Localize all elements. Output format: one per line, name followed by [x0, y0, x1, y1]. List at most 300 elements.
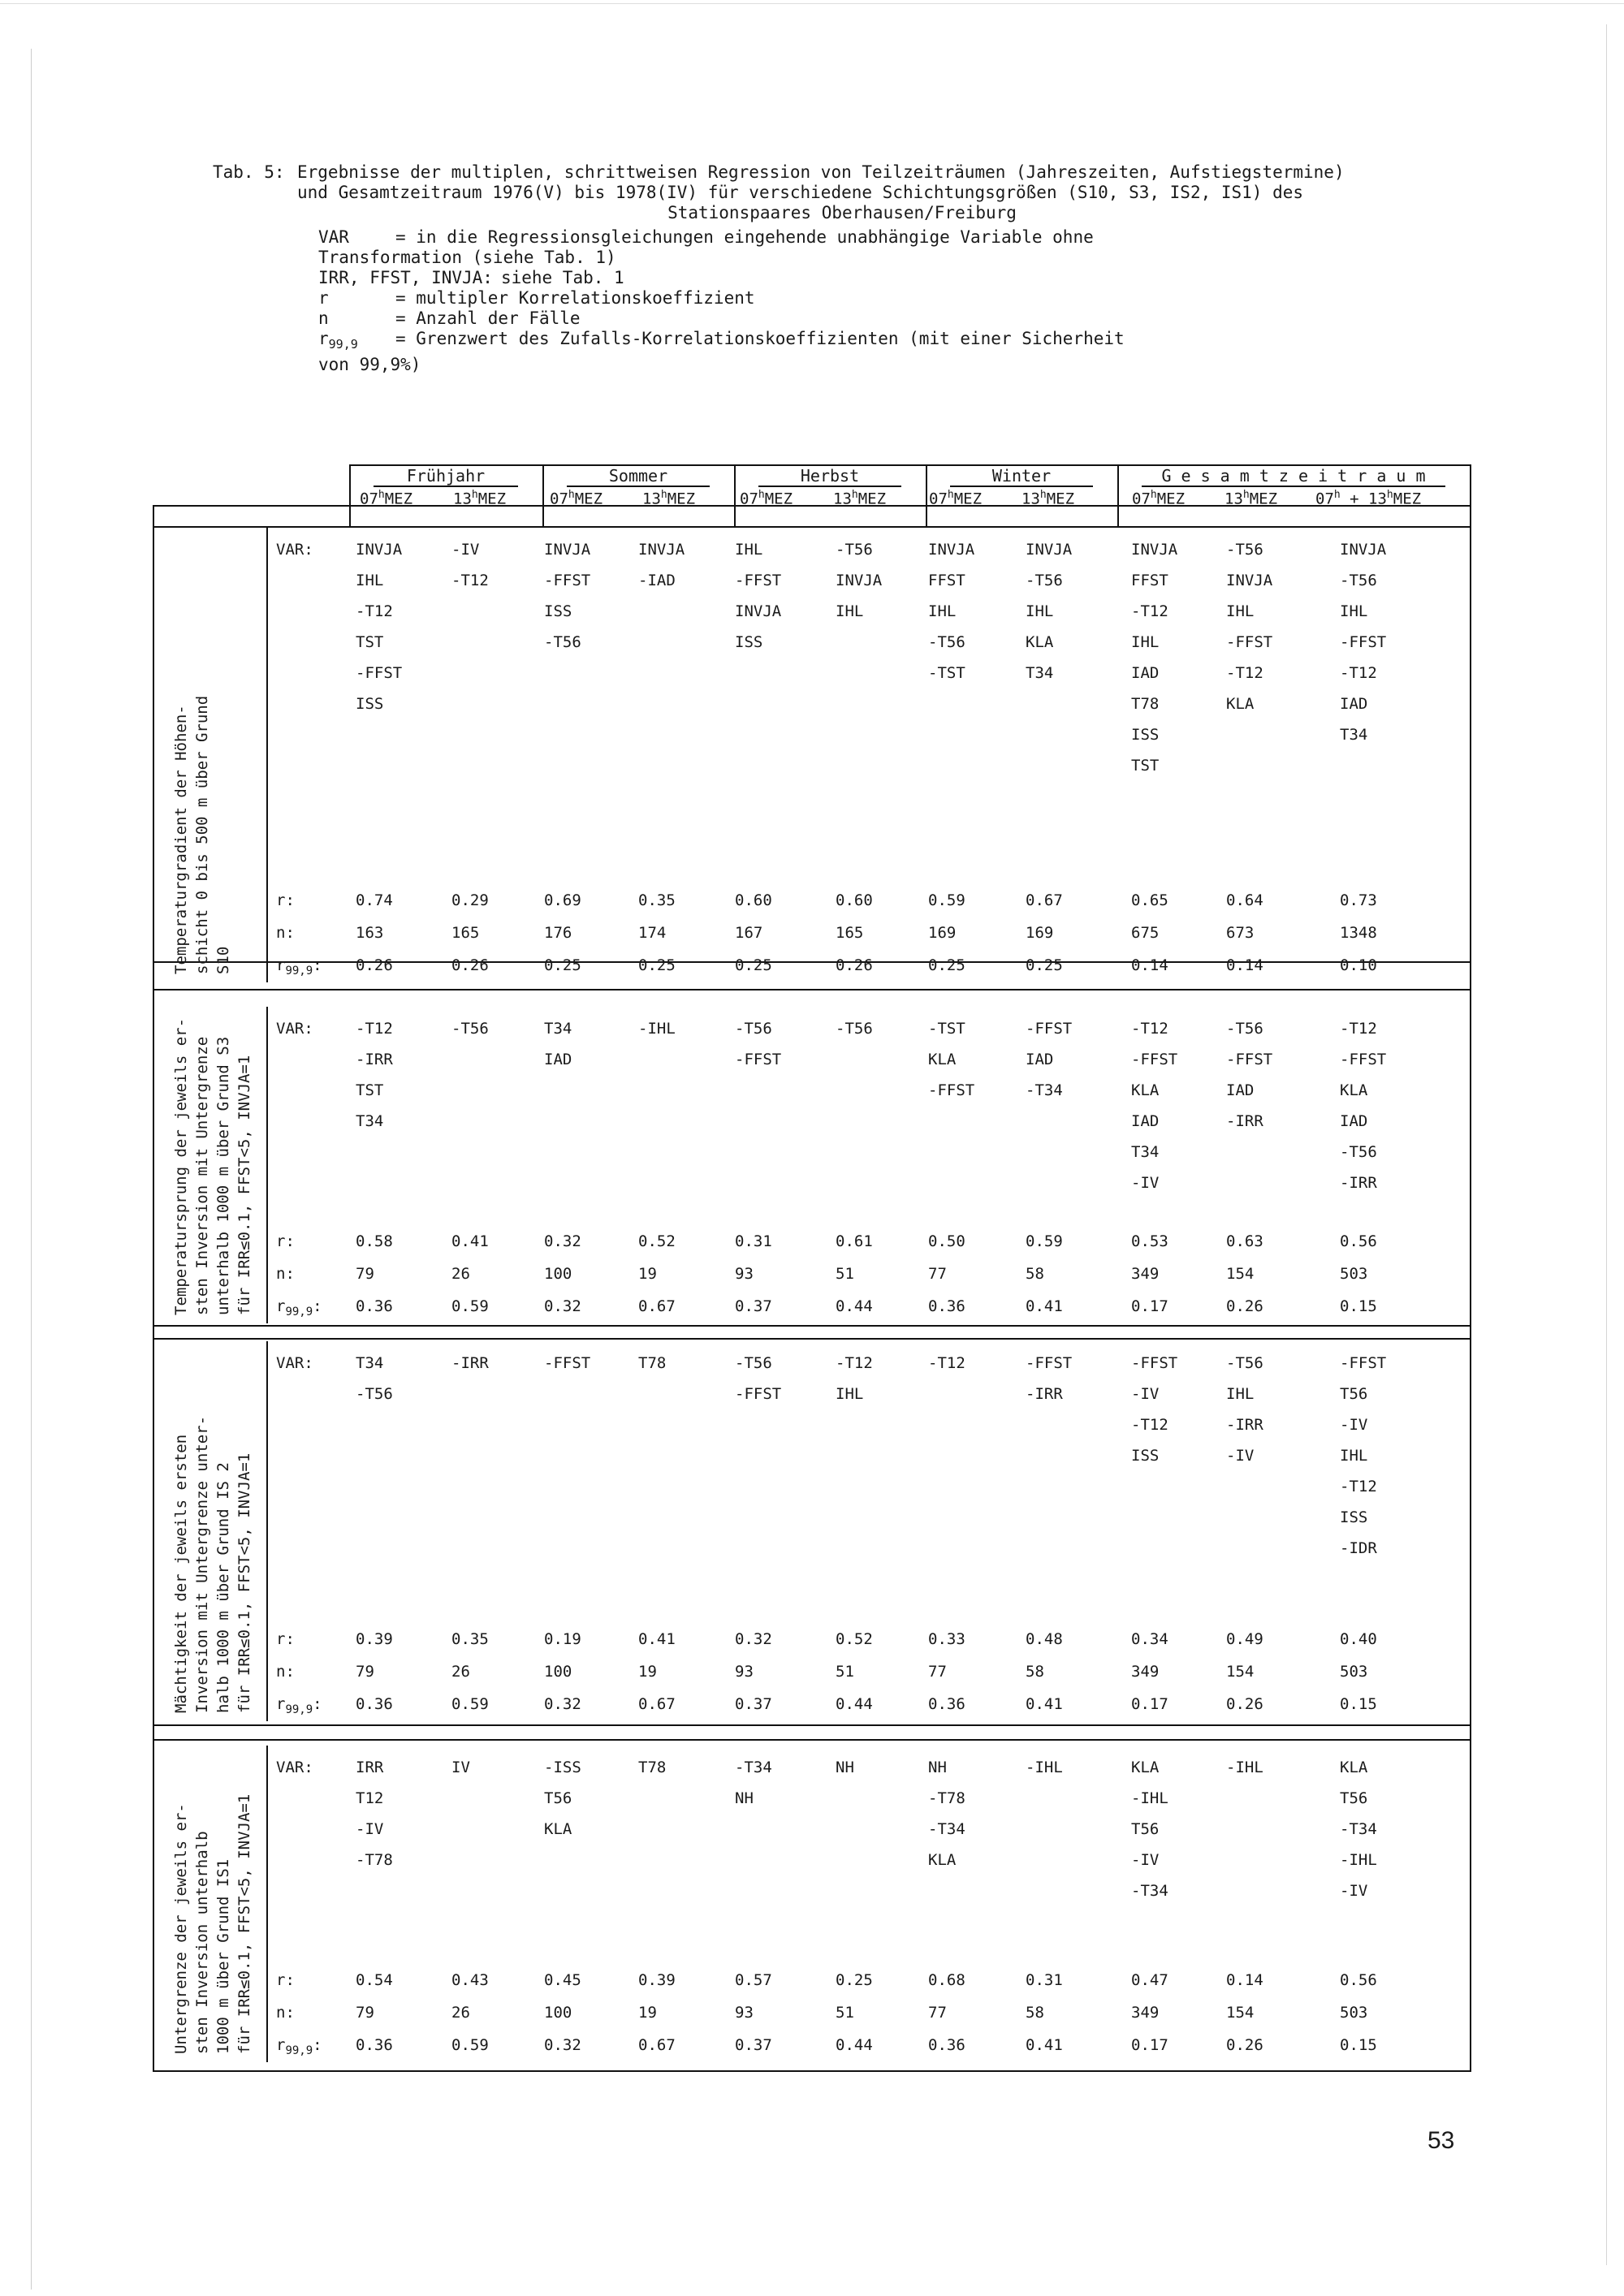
stat-cell-n: 349	[1131, 1663, 1160, 1681]
variable-cell: -FFST	[1131, 1051, 1178, 1068]
variable-cell: -IRR	[1226, 1416, 1263, 1434]
variable-cell: -FFST	[1226, 1051, 1273, 1068]
variable-cell: T56	[1340, 1789, 1368, 1807]
season-header: G e s a m t z e i t r a u m	[1142, 466, 1445, 487]
stat-cell-r999: 0.44	[836, 1695, 873, 1713]
variable-cell: IAD	[1026, 1051, 1054, 1068]
stat-cell-r: 0.39	[356, 1630, 393, 1648]
stat-cell-r999: 0.37	[735, 1297, 772, 1315]
stat-cell-r: 0.74	[356, 891, 393, 909]
variable-cell: T78	[638, 1759, 667, 1776]
section-title	[171, 1794, 255, 2054]
stat-cell-n: 58	[1026, 1265, 1044, 1283]
stat-cell-r999: 0.36	[928, 1695, 965, 1713]
stat-cell-r: 0.61	[836, 1232, 873, 1250]
section-separator	[153, 1325, 1470, 1327]
stat-cell-n: 19	[638, 1265, 657, 1283]
variable-cell: -IV	[451, 541, 480, 559]
stat-cell-r999: 0.26	[1226, 2036, 1263, 2054]
variable-cell: -T56	[836, 541, 873, 559]
stat-cell-r: 0.41	[451, 1232, 489, 1250]
variable-cell: NH	[928, 1759, 947, 1776]
r-label: r:	[276, 891, 295, 909]
definition-key: IRR, FFST, INVJA:	[318, 268, 493, 287]
stat-cell-r: 0.64	[1226, 891, 1263, 909]
section-title	[171, 1416, 255, 1713]
variable-cell: T34	[544, 1020, 572, 1038]
variable-cell: IAD	[544, 1051, 572, 1068]
stat-cell-n: 77	[928, 2004, 947, 2022]
label-column-divider	[266, 1341, 268, 1721]
variable-cell: INVJA	[928, 541, 975, 559]
variable-cell: -FFST	[735, 572, 782, 589]
definition-continuation: von 99,9%)	[318, 355, 421, 375]
variable-cell: -IV	[1131, 1174, 1160, 1192]
variable-cell: INVJA	[735, 602, 782, 620]
stat-cell-r999: 0.15	[1340, 1695, 1377, 1713]
stat-cell-r: 0.57	[735, 1971, 772, 1989]
definition-value: = in die Regressionsgleichungen eingehende unabhängige Variable ohne	[395, 227, 1094, 247]
stat-cell-n: 26	[451, 2004, 470, 2022]
var-label: VAR:	[276, 1020, 313, 1038]
stat-cell-r999: 0.67	[638, 2036, 676, 2054]
label-column-divider	[266, 1007, 268, 1323]
variable-cell: -FFST	[735, 1385, 782, 1403]
stat-cell-n: 165	[451, 924, 480, 942]
r999-label: $r_{99,9}$:	[276, 956, 322, 978]
stat-cell-r999: 0.32	[544, 1297, 581, 1315]
stat-cell-r999: 0.26	[836, 956, 873, 974]
stat-cell-r: 0.52	[638, 1232, 676, 1250]
table-bottom-border	[153, 2070, 1471, 2072]
scan-edge-right	[1606, 24, 1607, 2265]
section-title-line: 1000 m über Grund IS1	[214, 1858, 232, 2054]
variable-cell: -T34	[1131, 1882, 1168, 1900]
stat-cell-r999: 0.41	[1026, 2036, 1063, 2054]
variable-cell: -IRR	[1226, 1112, 1263, 1130]
r-label: r:	[276, 1630, 295, 1648]
stat-cell-r999: 0.37	[735, 1695, 772, 1713]
stat-cell-r999: 0.41	[1026, 1695, 1063, 1713]
variable-cell: KLA	[1131, 1081, 1160, 1099]
stat-cell-r999: 0.59	[451, 2036, 489, 2054]
time-subheader: 13$^h$MEZ	[1021, 489, 1075, 508]
stat-cell-r999: 0.14	[1226, 956, 1263, 974]
variable-cell: T12	[356, 1789, 384, 1807]
variable-cell: IHL	[1340, 1447, 1368, 1465]
variable-cell: -T34	[1026, 1081, 1063, 1099]
variable-cell: INVJA	[1026, 541, 1073, 559]
stat-cell-r: 0.31	[1026, 1971, 1063, 1989]
stat-cell-r999: 0.59	[451, 1695, 489, 1713]
variable-cell: -IV	[1226, 1447, 1255, 1465]
stat-cell-r999: 0.37	[735, 2036, 772, 2054]
stat-cell-n: 503	[1340, 1663, 1368, 1681]
stat-cell-r: 0.52	[836, 1630, 873, 1648]
variable-cell: -ISS	[544, 1759, 581, 1776]
stat-cell-n: 675	[1131, 924, 1160, 942]
stat-cell-n: 58	[1026, 1663, 1044, 1681]
stat-cell-n: 26	[451, 1663, 470, 1681]
variable-cell: -T56	[735, 1020, 772, 1038]
stat-cell-n: 349	[1131, 1265, 1160, 1283]
variable-cell: -TST	[928, 664, 965, 682]
stat-cell-n: 77	[928, 1265, 947, 1283]
section-title-line: für IRR≤0.1, FFST<5, INVJA=1	[235, 1055, 253, 1315]
definition-row	[318, 268, 1293, 288]
stat-cell-r: 0.69	[544, 891, 581, 909]
r999-label: $r_{99,9}$:	[276, 1695, 322, 1716]
stat-cell-r999: 0.44	[836, 1297, 873, 1315]
stat-cell-r: 0.25	[836, 1971, 873, 1989]
variable-cell: NH	[735, 1789, 754, 1807]
definition-key: VAR	[318, 227, 349, 247]
stat-cell-n: 154	[1226, 1265, 1255, 1283]
variable-cell: -IV	[356, 1820, 384, 1838]
stat-cell-r999: 0.26	[356, 956, 393, 974]
stat-cell-n: 169	[928, 924, 957, 942]
season-divider	[349, 464, 351, 528]
stat-cell-r999: 0.25	[638, 956, 676, 974]
section-separator	[153, 989, 1470, 990]
variable-cell: T78	[1131, 695, 1160, 713]
section-title	[171, 696, 234, 974]
stat-cell-n: 77	[928, 1663, 947, 1681]
stat-cell-r: 0.45	[544, 1971, 581, 1989]
season-divider	[926, 464, 927, 528]
definition-row	[318, 309, 1293, 329]
definition-continuation: Transformation (siehe Tab. 1)	[318, 248, 616, 267]
variable-cell: T56	[1131, 1820, 1160, 1838]
section-title-line: Temperaturgradient der Höhen-	[172, 705, 190, 974]
variable-cell: -T12	[1226, 664, 1263, 682]
variable-cell: ISS	[735, 633, 763, 651]
stat-cell-n: 79	[356, 1265, 374, 1283]
stat-cell-r: 0.40	[1340, 1630, 1377, 1648]
stat-cell-n: 165	[836, 924, 864, 942]
stat-cell-r: 0.19	[544, 1630, 581, 1648]
variable-cell: -FFST	[1026, 1020, 1073, 1038]
variable-cell: -T78	[928, 1789, 965, 1807]
section-title-line: Inversion mit Untergrenze unter-	[193, 1415, 211, 1713]
variable-cell: KLA	[544, 1820, 572, 1838]
season-divider	[542, 464, 544, 528]
section-title-line: für IRR≤0.1, FFST<5, INVJA=1	[235, 1793, 253, 2054]
season-header: Winter	[950, 466, 1093, 487]
stat-cell-r999: 0.26	[1226, 1695, 1263, 1713]
caption-line-1: Ergebnisse der multiplen, schrittweisen Regression von Teilzeiträumen (Jahreszeiten, Aufstiegstermine)	[297, 162, 1345, 182]
variable-cell: -IRR	[1026, 1385, 1063, 1403]
stat-cell-r: 0.56	[1340, 1971, 1377, 1989]
stat-cell-r999: 0.15	[1340, 1297, 1377, 1315]
variable-cell: IAD	[1131, 1112, 1160, 1130]
stat-cell-n: 51	[836, 1265, 854, 1283]
stat-cell-r999: 0.67	[638, 1695, 676, 1713]
variable-cell: -FFST	[1340, 1051, 1387, 1068]
section-title	[171, 1018, 255, 1315]
stat-cell-n: 100	[544, 1265, 572, 1283]
stat-cell-r: 0.58	[356, 1232, 393, 1250]
variable-cell: FFST	[1131, 572, 1168, 589]
stat-cell-r: 0.35	[638, 891, 676, 909]
variable-cell: INVJA	[836, 572, 883, 589]
table-left-border	[153, 505, 154, 2072]
variable-cell: INVJA	[356, 541, 403, 559]
time-subheader: 07$^h$MEZ	[360, 489, 413, 508]
variable-cell: -FFST	[544, 1354, 591, 1372]
variable-cell: IHL	[1131, 633, 1160, 651]
season-header: Sommer	[567, 466, 710, 487]
variable-cell: KLA	[928, 1051, 957, 1068]
stat-cell-n: 349	[1131, 2004, 1160, 2022]
variable-cell: -T12	[836, 1354, 873, 1372]
definition-value: = Anzahl der Fälle	[395, 309, 581, 328]
variable-cell: -IRR	[356, 1051, 393, 1068]
stat-cell-r: 0.32	[735, 1630, 772, 1648]
stat-cell-r999: 0.36	[356, 2036, 393, 2054]
r-label: r:	[276, 1971, 295, 1989]
variable-cell: -FFST	[1226, 633, 1273, 651]
r999-label: $r_{99,9}$:	[276, 2036, 322, 2057]
section-title-line: S10	[214, 946, 232, 974]
stat-cell-r: 0.67	[1026, 891, 1063, 909]
stat-cell-n: 503	[1340, 1265, 1368, 1283]
variable-cell: -T56	[1340, 1143, 1377, 1161]
stat-cell-n: 1348	[1340, 924, 1377, 942]
time-subheader: 07$^h$MEZ	[929, 489, 983, 508]
variable-cell: -T34	[735, 1759, 772, 1776]
variable-cell: -IHL	[1026, 1759, 1063, 1776]
section-title-line: sten Inversion unterhalb	[193, 1831, 211, 2054]
scan-edge-top	[0, 3, 1624, 4]
variable-cell: -FFST	[1340, 1354, 1387, 1372]
stat-cell-r: 0.29	[451, 891, 489, 909]
variable-cell: TST	[356, 633, 384, 651]
variable-cell: -IHL	[1226, 1759, 1263, 1776]
variable-cell: INVJA	[544, 541, 591, 559]
variable-cell: -T12	[1340, 1478, 1377, 1495]
section-title-line: unterhalb 1000 m über Grund S3	[214, 1036, 232, 1315]
variable-cell: -IV	[1340, 1416, 1368, 1434]
caption-line-2: und Gesamtzeitraum 1976(V) bis 1978(IV) für verschiedene Schichtungsgrößen (S10, S3, IS2, IS1) des	[297, 183, 1304, 202]
variable-cell: IHL	[356, 572, 384, 589]
stat-cell-r: 0.43	[451, 1971, 489, 1989]
variable-cell: T56	[1340, 1385, 1368, 1403]
stat-cell-n: 79	[356, 1663, 374, 1681]
variable-cell: -T12	[356, 602, 393, 620]
section-separator	[153, 961, 1470, 963]
stat-cell-r: 0.56	[1340, 1232, 1377, 1250]
variable-cell: IAD	[1340, 1112, 1368, 1130]
variable-cell: -IRR	[451, 1354, 489, 1372]
stat-cell-r999: 0.67	[638, 1297, 676, 1315]
variable-cell: IAD	[1226, 1081, 1255, 1099]
variable-cell: IV	[451, 1759, 470, 1776]
variable-cell: IAD	[1340, 695, 1368, 713]
stat-cell-n: 169	[1026, 924, 1054, 942]
time-subheader: 13$^h$MEZ	[453, 489, 507, 508]
variable-cell: -T12	[1131, 602, 1168, 620]
stat-cell-r999: 0.25	[544, 956, 581, 974]
stat-cell-r: 0.47	[1131, 1971, 1168, 1989]
table-caption	[213, 162, 1471, 223]
stat-cell-n: 93	[735, 2004, 754, 2022]
variable-cell: -T56	[928, 633, 965, 651]
variable-cell: INVJA	[1226, 572, 1273, 589]
stat-cell-n: 19	[638, 1663, 657, 1681]
n-label: n:	[276, 2004, 295, 2022]
stat-cell-r999: 0.25	[735, 956, 772, 974]
definition-row	[318, 329, 1293, 355]
variable-cell: IRR	[356, 1759, 384, 1776]
variable-cell: T78	[638, 1354, 667, 1372]
variable-cell: IHL	[1340, 602, 1368, 620]
variable-cell: -T12	[451, 572, 489, 589]
stat-cell-r: 0.54	[356, 1971, 393, 1989]
time-subheader: 13$^h$MEZ	[833, 489, 887, 508]
stat-cell-r999: 0.44	[836, 2036, 873, 2054]
variable-cell: IHL	[1026, 602, 1054, 620]
var-label: VAR:	[276, 1759, 313, 1776]
time-subheader: 07$^h$MEZ	[740, 489, 793, 508]
variable-cell: -T34	[1340, 1820, 1377, 1838]
stat-cell-n: 79	[356, 2004, 374, 2022]
variable-cell: KLA	[928, 1851, 957, 1869]
stat-cell-r: 0.59	[928, 891, 965, 909]
var-label: VAR:	[276, 541, 313, 559]
variable-cell: ISS	[1131, 726, 1160, 744]
section-title-line: Untergrenze der jeweils er-	[172, 1803, 190, 2054]
stat-cell-r: 0.53	[1131, 1232, 1168, 1250]
stat-cell-n: 100	[544, 2004, 572, 2022]
caption-label: Tab. 5:	[213, 162, 285, 182]
label-column-divider	[266, 1746, 268, 2062]
variable-cell: -FFST	[1340, 633, 1387, 651]
variable-cell: -IAD	[638, 572, 676, 589]
variable-cell: -FFST	[356, 664, 403, 682]
season-divider	[734, 464, 736, 528]
time-subheader: $07^h + 13^hMEZ$	[1315, 489, 1422, 508]
variable-cell: -IHL	[1340, 1851, 1377, 1869]
section-title-line: Mächtigkeit der jeweils ersten	[172, 1434, 190, 1713]
stat-cell-n: 26	[451, 1265, 470, 1283]
table-right-border	[1470, 464, 1471, 2072]
season-header: Frühjahr	[374, 466, 518, 487]
stat-cell-r999: 0.59	[451, 1297, 489, 1315]
variable-cell: -T56	[1226, 541, 1263, 559]
section-title-line: schicht 0 bis 500 m über Grund	[193, 695, 211, 974]
stat-cell-r: 0.63	[1226, 1232, 1263, 1250]
variable-cell: -IV	[1131, 1851, 1160, 1869]
stat-cell-r999: 0.36	[928, 2036, 965, 2054]
variable-cell: -T12	[1131, 1020, 1168, 1038]
caption-line-3: Stationspaares Oberhausen/Freiburg	[667, 203, 1017, 222]
n-label: n:	[276, 924, 295, 942]
variable-cell: -FFST	[928, 1081, 975, 1099]
stat-cell-r: 0.68	[928, 1971, 965, 1989]
variable-cell: -FFST	[1131, 1354, 1178, 1372]
definition-value: = multipler Korrelationskoeffizient	[395, 288, 755, 308]
variable-cell: KLA	[1340, 1081, 1368, 1099]
variable-cell: -T12	[928, 1354, 965, 1372]
variable-cell: -T56	[544, 633, 581, 651]
time-subheader: 13$^h$MEZ	[1224, 489, 1278, 508]
variable-cell: -T56	[1226, 1354, 1263, 1372]
stat-cell-r: 0.50	[928, 1232, 965, 1250]
variable-cell: -T12	[356, 1020, 393, 1038]
stat-cell-r999: 0.32	[544, 1695, 581, 1713]
stat-cell-n: 93	[735, 1265, 754, 1283]
variable-cell: NH	[836, 1759, 854, 1776]
variable-cell: T34	[1026, 664, 1054, 682]
stat-cell-r: 0.31	[735, 1232, 772, 1250]
stat-cell-n: 167	[735, 924, 763, 942]
n-label: n:	[276, 1663, 295, 1681]
variable-cell: ISS	[1340, 1508, 1368, 1526]
definition-key: $r_{99,9}$	[318, 329, 358, 352]
stat-cell-r: 0.14	[1226, 1971, 1263, 1989]
stat-cell-r999: 0.17	[1131, 2036, 1168, 2054]
variable-cell: -T56	[735, 1354, 772, 1372]
stat-cell-r: 0.34	[1131, 1630, 1168, 1648]
variable-cell: INVJA	[638, 541, 685, 559]
section-separator	[153, 1338, 1470, 1340]
scan-edge-left	[31, 49, 32, 2290]
stat-cell-n: 673	[1226, 924, 1255, 942]
variable-cell: ISS	[356, 695, 384, 713]
stat-cell-n: 51	[836, 2004, 854, 2022]
variable-cell: -T56	[356, 1385, 393, 1403]
definition-value: = Grenzwert des Zufalls-Korrelationskoeffizienten (mit einer Sicherheit	[395, 329, 1125, 348]
variable-cell: IHL	[836, 602, 864, 620]
variable-cell: -T56	[1340, 572, 1377, 589]
variable-cell: T34	[1131, 1143, 1160, 1161]
variable-cell: KLA	[1226, 695, 1255, 713]
stat-cell-r: 0.35	[451, 1630, 489, 1648]
stat-cell-n: 174	[638, 924, 667, 942]
stat-cell-r999: 0.36	[356, 1695, 393, 1713]
stat-cell-r: 0.32	[544, 1232, 581, 1250]
section-title-line: halb 1000 m über Grund IS 2	[214, 1462, 232, 1713]
variable-cell: IAD	[1131, 664, 1160, 682]
variable-cell: ISS	[1131, 1447, 1160, 1465]
variable-cell: -T12	[1131, 1416, 1168, 1434]
variable-cell: T56	[544, 1789, 572, 1807]
stat-cell-r999: 0.32	[544, 2036, 581, 2054]
stat-cell-r999: 0.10	[1340, 956, 1377, 974]
stat-cell-n: 93	[735, 1663, 754, 1681]
variable-cell: -IV	[1340, 1882, 1368, 1900]
variable-cell: T34	[1340, 726, 1368, 744]
stat-cell-n: 58	[1026, 2004, 1044, 2022]
section-separator	[153, 1724, 1470, 1726]
variable-cell: KLA	[1131, 1759, 1160, 1776]
definition-key: r	[318, 288, 329, 308]
season-header: Herbst	[758, 466, 901, 487]
variable-cell: IHL	[1226, 602, 1255, 620]
variable-cell: -IRR	[1340, 1174, 1377, 1192]
section-title-line: für IRR≤0.1, FFST<5, INVJA=1	[235, 1452, 253, 1713]
label-column-divider	[266, 528, 268, 982]
var-label: VAR:	[276, 1354, 313, 1372]
r999-label: $r_{99,9}$:	[276, 1297, 322, 1318]
variable-cell: T34	[356, 1354, 384, 1372]
definition-key: n	[318, 309, 329, 328]
variable-cell: TST	[356, 1081, 384, 1099]
stat-cell-r: 0.59	[1026, 1232, 1063, 1250]
regression-table	[153, 464, 1470, 2072]
time-subheader: 07$^h$MEZ	[550, 489, 603, 508]
